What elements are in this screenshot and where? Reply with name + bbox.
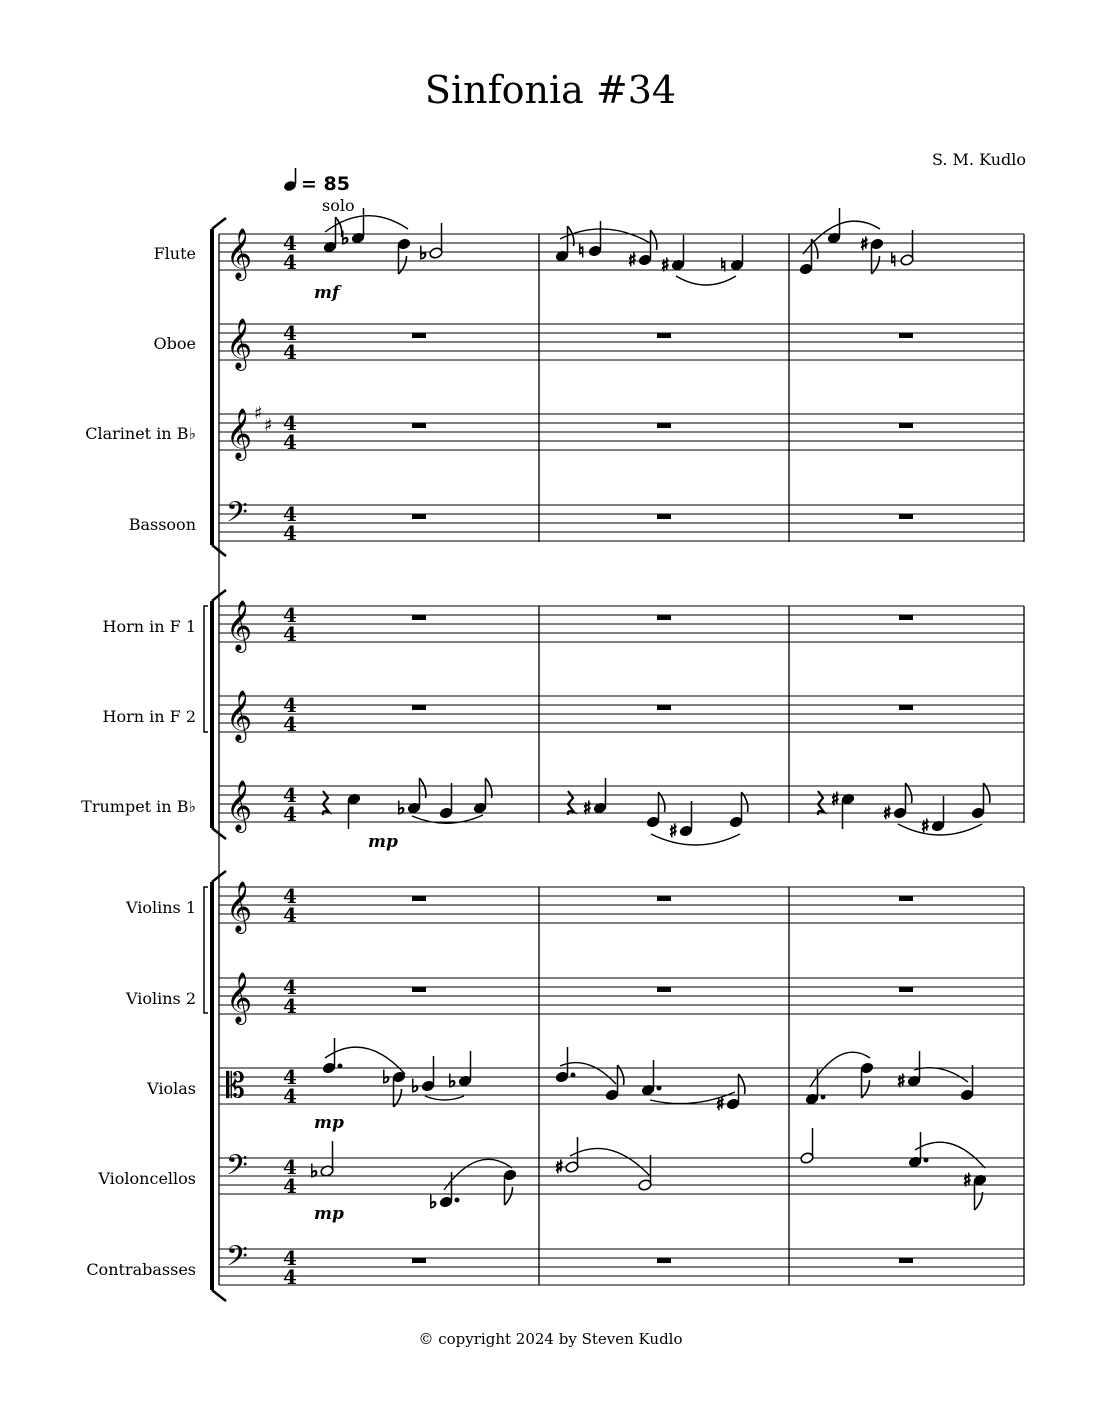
time-signature-numerator: 4	[283, 783, 297, 807]
slur	[325, 216, 408, 232]
note	[473, 778, 492, 814]
bass-clef-icon: 𝄢	[226, 496, 248, 536]
time-signature-denominator: 4	[283, 994, 297, 1018]
time-signature-numerator: 4	[283, 1155, 297, 1179]
time-signature-numerator: 4	[283, 975, 297, 999]
note	[960, 1065, 974, 1101]
instrument-label-violins-2: Violins 2	[125, 989, 196, 1008]
whole-rest-icon	[412, 615, 426, 620]
time-signature-denominator: 4	[283, 521, 297, 545]
whole-rest-icon	[657, 1258, 671, 1263]
time-signature-denominator: 4	[283, 340, 297, 364]
note	[439, 783, 453, 819]
note	[397, 238, 411, 274]
whole-rest-icon	[412, 987, 426, 992]
composer-name: S. M. Kudlo	[931, 150, 1026, 169]
whole-rest-icon	[899, 423, 913, 428]
solo-marking: solo	[322, 196, 355, 215]
note	[555, 226, 574, 262]
key-signature-sharp-icon: ♯	[254, 403, 263, 424]
treble-clef-icon: 𝄞	[226, 318, 253, 369]
instrument-label-oboe: Oboe	[153, 334, 196, 353]
whole-rest-icon	[657, 896, 671, 901]
treble-clef-icon: 𝄞	[226, 408, 253, 459]
dynamic-flute: mf	[314, 283, 340, 303]
note	[555, 1047, 575, 1083]
treble-clef-icon: 𝄞	[226, 228, 253, 279]
staff	[219, 600, 1024, 653]
note	[578, 221, 602, 262]
accidental-icon: ♯	[628, 250, 637, 271]
slur	[914, 1068, 968, 1082]
treble-clef-icon: 𝄞	[226, 972, 253, 1023]
time-signature-denominator: 4	[283, 903, 297, 927]
time-signature-denominator: 4	[283, 430, 297, 454]
staff	[219, 972, 1024, 1025]
note	[805, 1069, 825, 1105]
time-signature-numerator: 4	[283, 1065, 297, 1089]
accidental-icon: ♮	[720, 255, 727, 276]
instrument-label-violins-1: Violins 1	[125, 898, 196, 917]
instrument-label-horn-2: Horn in F 2	[102, 707, 196, 726]
whole-rest-icon	[412, 423, 426, 428]
accidental-icon: ♯	[860, 234, 869, 255]
note	[638, 1155, 652, 1191]
accidental-icon: ♯	[555, 1157, 564, 1178]
treble-clef-icon: 𝄞	[226, 600, 253, 651]
slur	[915, 1142, 985, 1168]
notation	[310, 208, 990, 1213]
alto-clef-icon: 𝄡	[226, 1066, 245, 1106]
bass-clef-icon: 𝄢	[226, 1240, 248, 1280]
note	[729, 792, 748, 828]
time-signature-numerator: 4	[283, 231, 297, 255]
whole-rest-icon	[899, 896, 913, 901]
instrument-label-contrabasses: Contrabasses	[86, 1260, 196, 1279]
whole-rest-icon	[412, 333, 426, 338]
note	[322, 1038, 342, 1074]
whole-rest-icon	[657, 333, 671, 338]
accidental-icon: ♭	[382, 1067, 391, 1088]
note	[347, 793, 361, 829]
instrument-label-trumpet: Trumpet in B♭	[81, 797, 196, 816]
slur	[325, 1047, 405, 1074]
time-signature-numerator: 4	[283, 411, 297, 435]
staff	[219, 228, 1024, 281]
accidental-icon: ♯	[583, 798, 592, 819]
note	[382, 1067, 406, 1107]
whole-rest-icon	[412, 1258, 426, 1263]
score-title: Sinfonia #34	[424, 68, 677, 112]
time-signature-numerator: 4	[283, 603, 297, 627]
note	[800, 1128, 814, 1164]
accidental-icon: ♭	[411, 1076, 420, 1097]
note	[503, 1169, 517, 1205]
whole-rest-icon	[899, 987, 913, 992]
accidental-icon: ♮	[578, 241, 585, 262]
staff	[219, 318, 1024, 371]
instrument-label-violas: Violas	[147, 1079, 196, 1098]
instrument-label-violoncellos: Violoncellos	[98, 1169, 196, 1188]
accidental-icon: ♯	[831, 789, 840, 810]
note	[628, 230, 657, 271]
whole-rest-icon	[412, 896, 426, 901]
whole-rest-icon	[412, 514, 426, 519]
instrument-label-clarinet: Clarinet in B♭	[85, 424, 196, 443]
time-signature-numerator: 4	[283, 321, 297, 345]
accidental-icon: ♯	[661, 255, 670, 276]
note	[860, 234, 884, 274]
staff	[219, 1240, 1024, 1289]
staff	[219, 496, 1024, 545]
time-signature-denominator: 4	[283, 1265, 297, 1289]
whole-rest-icon	[899, 1258, 913, 1263]
whole-rest-icon	[657, 705, 671, 710]
dynamic-violas: mp	[314, 1113, 344, 1133]
time-signature-denominator: 4	[283, 1174, 297, 1198]
accidental-icon: ♯	[963, 1170, 972, 1191]
whole-rest-icon	[899, 514, 913, 519]
instrument-label-flute: Flute	[153, 244, 196, 263]
staff	[219, 881, 1024, 934]
barlines	[539, 234, 1024, 1285]
accidental-icon: ♭	[429, 1192, 438, 1213]
whole-rest-icon	[899, 705, 913, 710]
staff	[219, 403, 1024, 461]
accidental-icon: ♭	[419, 243, 428, 264]
note	[646, 792, 665, 828]
whole-rest-icon	[657, 615, 671, 620]
time-signature-denominator: 4	[283, 622, 297, 646]
note	[890, 230, 914, 271]
accidental-icon: ♯	[921, 816, 930, 837]
group-brackets	[204, 218, 226, 1301]
slur	[570, 1148, 650, 1176]
tempo-value: = 85	[301, 173, 350, 195]
accidental-icon: ♯	[883, 803, 892, 824]
whole-rest-icon	[657, 423, 671, 428]
instrument-label-horn-1: Horn in F 1	[102, 617, 196, 636]
tempo-marking	[283, 168, 350, 195]
whole-rest-icon	[412, 705, 426, 710]
bass-clef-icon: 𝄢	[226, 1149, 248, 1189]
time-signature-denominator: 4	[283, 802, 297, 826]
slur	[676, 276, 736, 285]
whole-rest-icon	[899, 615, 913, 620]
time-signature-denominator: 4	[283, 1084, 297, 1108]
dynamic-violoncellos: mp	[314, 1204, 344, 1224]
copyright-notice: © copyright 2024 by Steven Kudlo	[418, 1330, 683, 1348]
accidental-icon: ♯	[669, 821, 678, 842]
treble-clef-icon: 𝄞	[226, 780, 253, 831]
key-signature-sharp-icon: ♯	[264, 415, 273, 436]
time-signature-numerator: 4	[283, 693, 297, 717]
dynamic-trumpet: mp	[368, 832, 398, 852]
instrument-labels	[81, 244, 196, 1279]
time-signature-numerator: 4	[283, 1246, 297, 1270]
accidental-icon: ♭	[310, 1161, 319, 1182]
time-signature-numerator: 4	[283, 884, 297, 908]
slur	[651, 834, 740, 845]
accidental-icon: ♭	[397, 798, 406, 819]
slur	[425, 1096, 464, 1100]
accidental-icon: ♯	[897, 1071, 906, 1092]
treble-clef-icon: 𝄞	[226, 690, 253, 741]
time-signature-denominator: 4	[283, 712, 297, 736]
note	[860, 1062, 874, 1098]
staff	[219, 780, 1024, 833]
whole-rest-icon	[657, 514, 671, 519]
accidental-icon: ♯	[716, 1094, 725, 1115]
time-signature-denominator: 4	[283, 250, 297, 274]
staff	[219, 1149, 1024, 1198]
accidental-icon: ♭	[448, 1071, 457, 1092]
note	[971, 783, 990, 819]
instrument-label-bassoon: Bassoon	[128, 515, 196, 534]
treble-clef-icon: 𝄞	[226, 881, 253, 932]
note	[908, 1132, 928, 1168]
note	[641, 1060, 661, 1096]
time-signature-numerator: 4	[283, 502, 297, 526]
whole-rest-icon	[657, 987, 671, 992]
slur	[560, 1063, 616, 1084]
accidental-icon: ♮	[890, 250, 897, 271]
accidental-icon: ♭	[341, 228, 350, 249]
staff	[219, 690, 1024, 743]
whole-rest-icon	[899, 333, 913, 338]
note	[921, 796, 945, 837]
